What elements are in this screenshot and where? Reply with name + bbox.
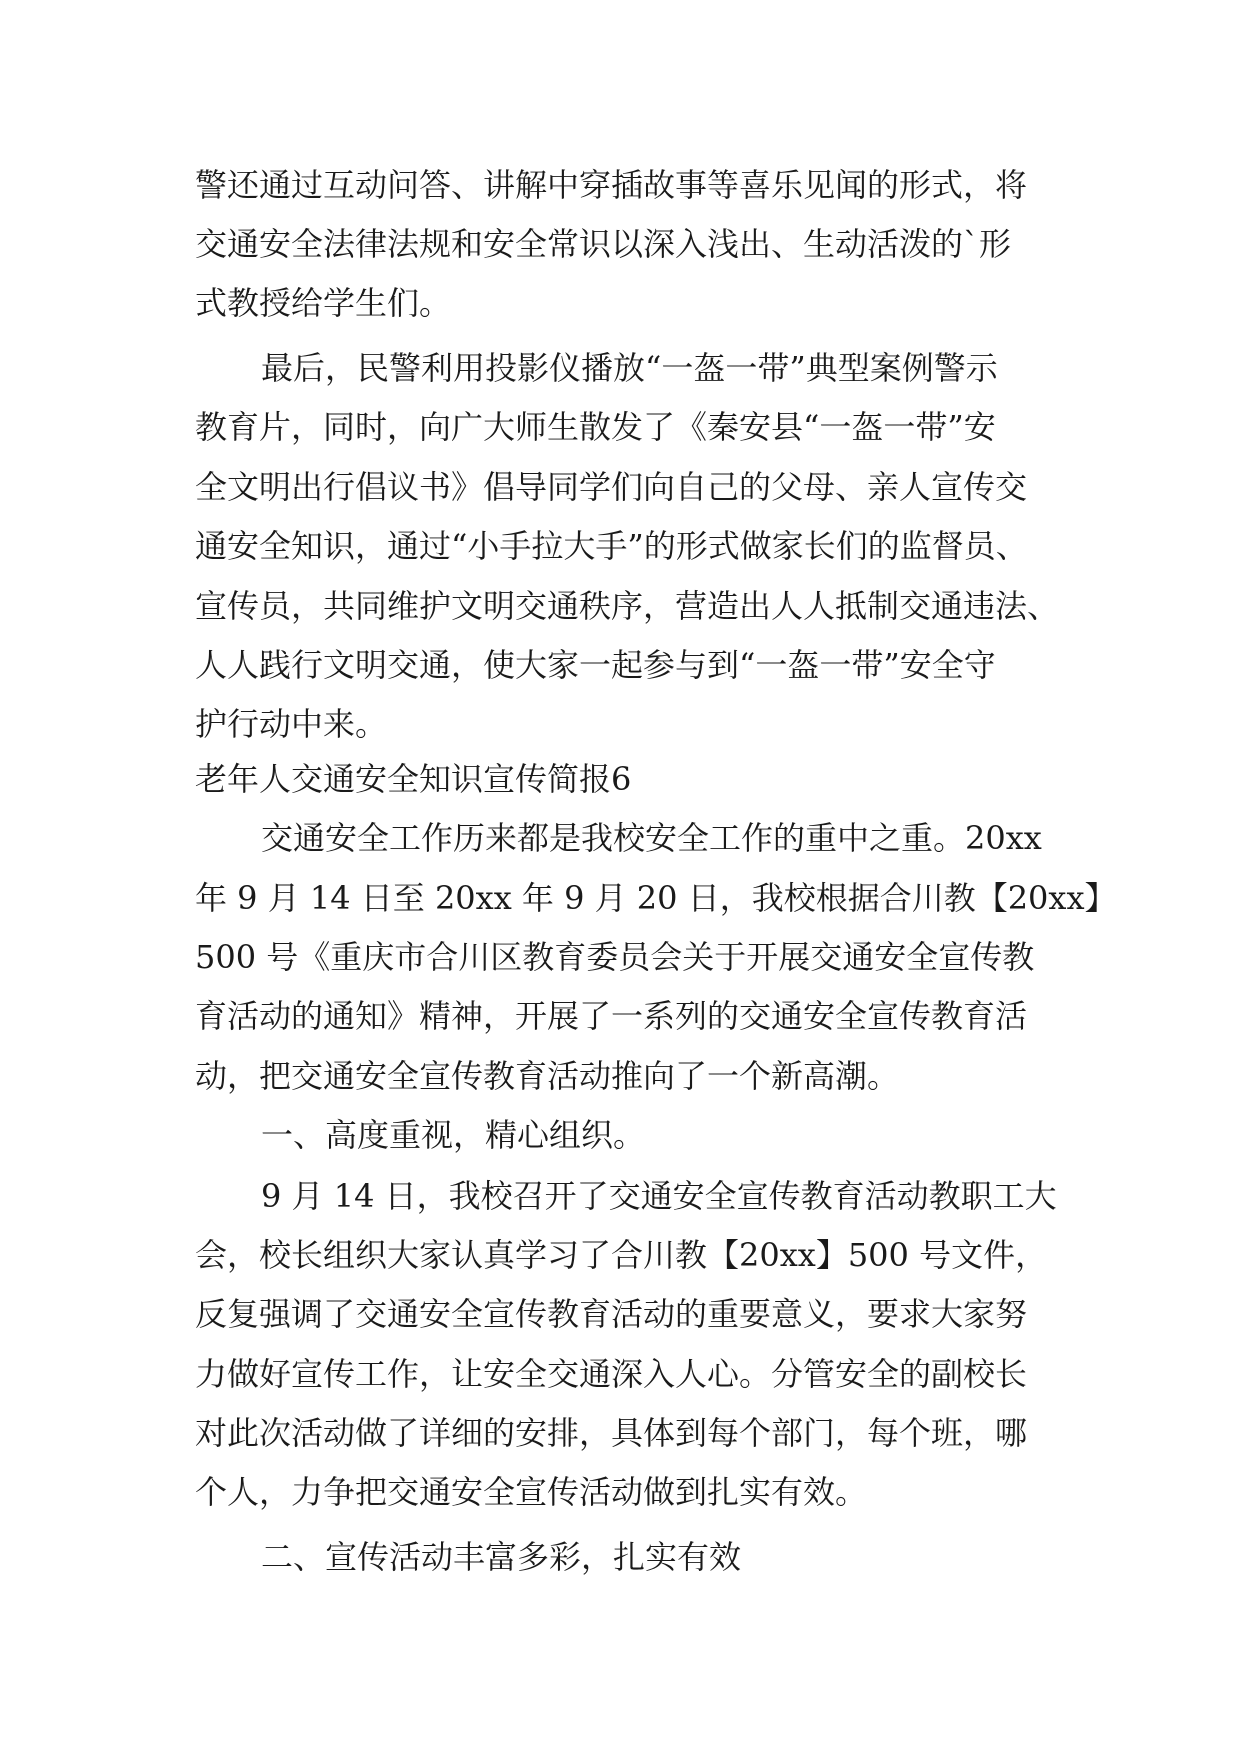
- paragraph-line: 宣传员，共同维护文明交通秩序，营造出人人抵制交通违法、: [195, 587, 1060, 625]
- subheading: 一、高度重视，精心组织。: [261, 1116, 646, 1154]
- paragraph-line: 年 9 月 14 日至 20xx 年 9 月 20 日，我校根据合川教【20xx】: [195, 879, 1117, 917]
- paragraph-line: 9 月 14 日，我校召开了交通安全宣传教育活动教职工大: [261, 1177, 1057, 1215]
- paragraph-line: 反复强调了交通安全宣传教育活动的重要意义，要求大家努: [195, 1295, 1028, 1333]
- paragraph-line: 力做好宣传工作，让安全交通深入人心。分管安全的副校长: [195, 1355, 1028, 1393]
- paragraph-line: 动，把交通安全宣传教育活动推向了一个新高潮。: [195, 1057, 900, 1095]
- paragraph-line: 教育片，同时，向广大师生散发了《秦安县“一盔一带”安: [195, 408, 996, 446]
- paragraph-line: 人人践行文明交通，使大家一起参与到“一盔一带”安全守: [195, 646, 996, 684]
- paragraph-line: 警还通过互动问答、讲解中穿插故事等喜乐见闻的形式，将: [195, 166, 1028, 204]
- paragraph-line: 育活动的通知》精神，开展了一系列的交通安全宣传教育活: [195, 997, 1028, 1035]
- paragraph-line: 通安全知识，通过“小手拉大手”的形式做家长们的监督员、: [195, 527, 1028, 565]
- paragraph-line: 500 号《重庆市合川区教育委员会关于开展交通安全宣传教: [195, 938, 1035, 976]
- paragraph-line: 式教授给学生们。: [195, 284, 452, 322]
- subheading: 二、宣传活动丰富多彩，扎实有效: [261, 1538, 742, 1576]
- paragraph-line: 会，校长组织大家认真学习了合川教【20xx】500 号文件，: [195, 1236, 1048, 1274]
- section-title: 老年人交通安全知识宣传简报6: [195, 760, 632, 798]
- paragraph-line: 护行动中来。: [195, 705, 388, 743]
- paragraph-line: 交通安全法律法规和安全常识以深入浅出、生动活泼的`形: [195, 225, 1012, 263]
- paragraph-line: 个人，力争把交通安全宣传活动做到扎实有效。: [195, 1473, 868, 1511]
- paragraph-line: 全文明出行倡议书》倡导同学们向自己的父母、亲人宣传交: [195, 468, 1028, 506]
- paragraph-line: 对此次活动做了详细的安排，具体到每个部门，每个班，哪: [195, 1414, 1028, 1452]
- paragraph-line: 最后，民警利用投影仪播放“一盔一带”典型案例警示: [261, 349, 998, 387]
- paragraph-line: 交通安全工作历来都是我校安全工作的重中之重。20xx: [261, 819, 1042, 857]
